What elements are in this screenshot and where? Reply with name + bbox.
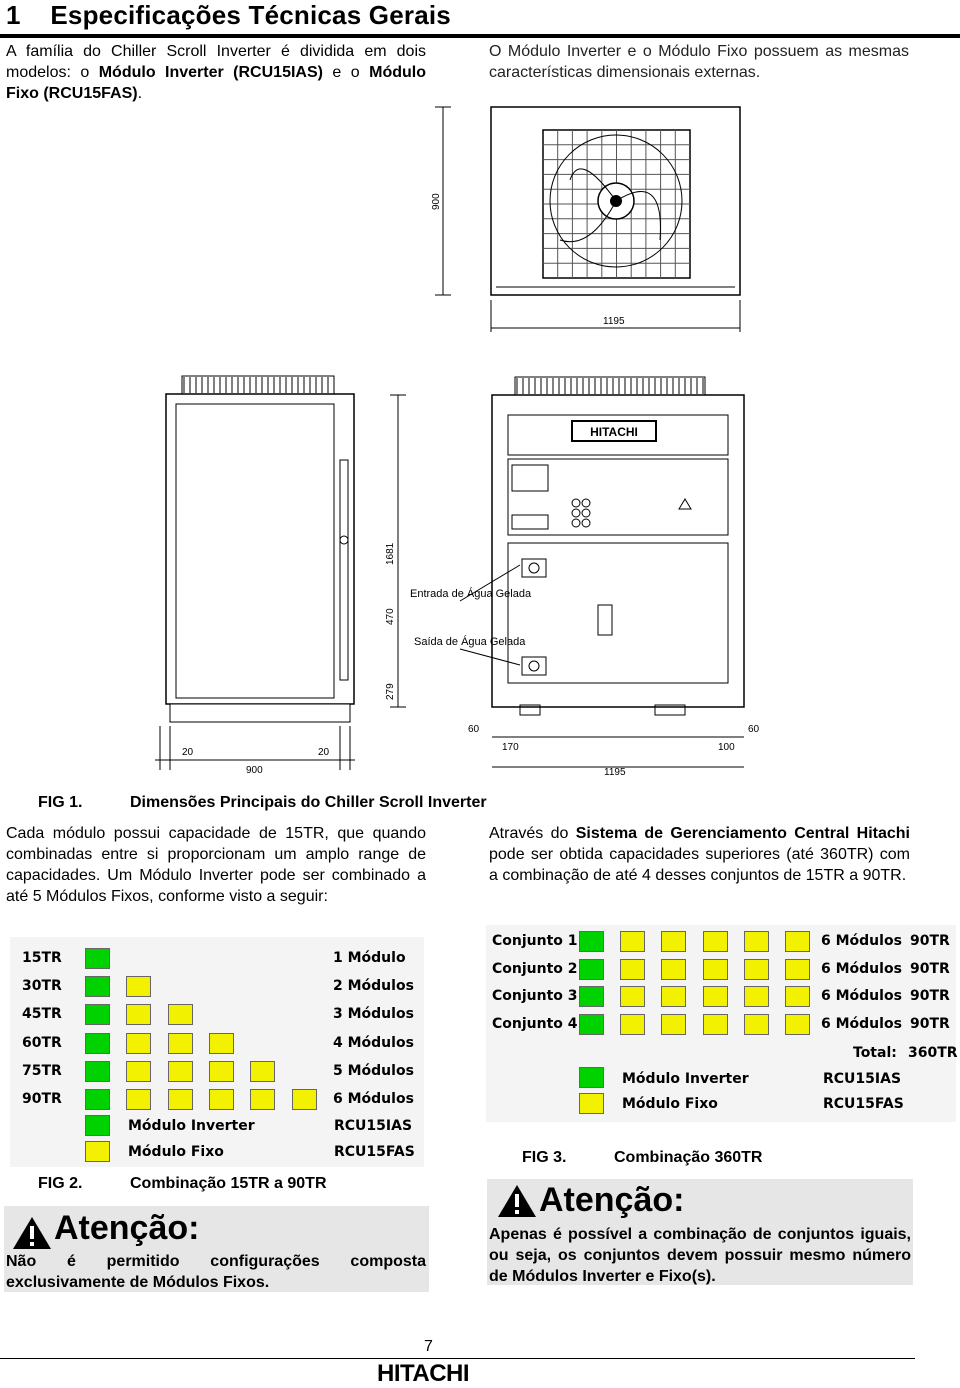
fig2-capacity-label: 15TR <box>22 950 62 966</box>
fixed-module-cell <box>250 1089 275 1110</box>
section-title <box>6 0 451 31</box>
dim-900-top: 900 <box>431 193 442 210</box>
attention-left-title: Atenção: <box>54 1209 200 1247</box>
fixed-module-cell <box>744 931 769 952</box>
fig2-module-count: 6 Módulos <box>333 1091 414 1107</box>
fig3-module-count: 6 Módulos <box>821 988 902 1004</box>
fixed-module-cell <box>209 1061 234 1082</box>
fixed-module-cell <box>126 1004 151 1025</box>
legend-inverter-swatch <box>85 1115 110 1136</box>
inverter-module-cell <box>85 1004 110 1025</box>
inverter-module-cell <box>85 1033 110 1054</box>
fig1-caption: FIG 1. Dimensões Principais do Chiller Scroll Inverter <box>38 794 487 811</box>
fixed-module-cell <box>661 1014 686 1035</box>
fig3-legend-inverter-swatch <box>579 1067 604 1088</box>
fixed-module-cell <box>126 1033 151 1054</box>
dim-470: 470 <box>385 608 396 625</box>
fig3-capacity: 90TR <box>910 988 950 1004</box>
intro-left: A família do Chiller Scroll Inverter é dividida em dois modelos: o Módulo Inverter (RCU15IAS) e o Módulo Fixo (RCU15FAS). <box>6 43 426 102</box>
warning-icon <box>497 1184 537 1218</box>
fig2-chart <box>10 937 424 1167</box>
inverter-module-cell <box>579 931 604 952</box>
title-rule <box>0 34 960 38</box>
inverter-module-cell <box>579 1014 604 1035</box>
fig3-set-name: Conjunto 3 <box>492 988 578 1004</box>
intro-right: O Módulo Inverter e o Módulo Fixo possuem as mesmas características dimensionais externas. <box>489 43 909 81</box>
fixed-module-cell <box>661 986 686 1007</box>
fig3-total-value: 360TR <box>908 1045 958 1061</box>
fixed-module-cell <box>703 1014 728 1035</box>
dim-100: 100 <box>718 742 735 753</box>
fig2-capacity-label: 45TR <box>22 1006 62 1023</box>
dim-900-side: 900 <box>246 765 263 776</box>
label-water-in: Entrada de Água Gelada <box>410 588 532 600</box>
legend-inverter-label: Módulo Inverter <box>128 1118 255 1134</box>
fig3-module-count: 6 Módulos <box>821 960 902 977</box>
fixed-module-cell <box>620 1014 645 1035</box>
fixed-module-cell <box>126 1089 151 1110</box>
fig3-total-label: Total: <box>853 1045 897 1061</box>
dim-60-right: 60 <box>748 724 760 735</box>
fixed-module-cell <box>785 986 810 1007</box>
fig3-caption: FIG 3. Combinação 360TR <box>522 1149 763 1166</box>
page-number: 7 <box>424 1338 433 1355</box>
front-brand-label: HITACHI <box>590 425 638 439</box>
inverter-module-cell <box>85 976 110 997</box>
fixed-module-cell <box>620 931 645 952</box>
body-left: Cada módulo possui capacidade de 15TR, que quando combinadas entre si proporcionam um amplo range de capacidades. Um Módulo Inverter pode ser combinado a até 5 Módulos Fixos, conforme visto a seguir: <box>6 825 426 905</box>
fig3-capacity: 90TR <box>910 933 950 949</box>
fig3-capacity: 90TR <box>910 1015 950 1032</box>
fig3-module-count: 6 Módulos <box>821 1015 902 1032</box>
fig3-set-name: Conjunto 4 <box>492 1015 578 1032</box>
fig3-module-count: 6 Módulos <box>821 933 902 949</box>
dim-279: 279 <box>385 683 396 700</box>
fig2-capacity-label: 60TR <box>22 1034 62 1051</box>
fig2-caption: FIG 2. Combinação 15TR a 90TR <box>38 1175 327 1192</box>
fig3-legend-inverter-label: Módulo Inverter <box>622 1071 749 1087</box>
fixed-module-cell <box>620 986 645 1007</box>
legend-inverter-code: RCU15IAS <box>334 1118 413 1134</box>
fig3-legend-fixed-code: RCU15FAS <box>823 1096 904 1112</box>
attention-right-box <box>487 1179 913 1285</box>
fixed-module-cell <box>661 959 686 980</box>
inverter-module-cell <box>85 1061 110 1082</box>
section-heading: Especificações Técnicas Gerais <box>50 0 451 30</box>
attention-left-box <box>4 1206 429 1292</box>
fig2-module-count: 2 Módulos <box>333 978 414 995</box>
inverter-module-cell <box>579 959 604 980</box>
footer-rule <box>0 1358 915 1359</box>
fixed-module-cell <box>168 1004 193 1025</box>
fixed-module-cell <box>168 1061 193 1082</box>
fixed-module-cell <box>661 931 686 952</box>
legend-fixed-label: Módulo Fixo <box>128 1144 224 1160</box>
warning-icon <box>12 1216 52 1250</box>
fig2-capacity-label: 75TR <box>22 1062 62 1079</box>
fixed-module-cell <box>168 1033 193 1054</box>
fig3-legend-fixed-label: Módulo Fixo <box>622 1096 718 1112</box>
fig3-set-name: Conjunto 2 <box>492 960 578 977</box>
body-right: Através do Sistema de Gerenciamento Central Hitachi pode ser obtida capacidades superiores (até 360TR) com a combinação de até 4 desses conjuntos de 15TR a 90TR. <box>489 825 910 884</box>
fixed-module-cell <box>785 931 810 952</box>
front-view-drawing <box>380 375 775 780</box>
attention-right-title: Atenção: <box>539 1181 685 1219</box>
dim-60-left: 60 <box>468 724 480 735</box>
dim-1195-front: 1195 <box>604 767 626 778</box>
dim-20-right: 20 <box>318 747 330 758</box>
fig2-capacity-label: 90TR <box>22 1091 62 1107</box>
footer-brand: HITACHI <box>377 1360 470 1387</box>
attention-right-text: Apenas é possível a combinação de conjuntos iguais, ou seja, os conjuntos devem possuir mesmo número de Módulos Inverter e Fixo(s). <box>489 1226 911 1285</box>
fixed-module-cell <box>744 959 769 980</box>
fixed-module-cell <box>209 1089 234 1110</box>
fixed-module-cell <box>292 1089 317 1110</box>
fig2-capacity-label: 30TR <box>22 978 62 995</box>
top-view-drawing <box>420 100 760 340</box>
fixed-module-cell <box>126 976 151 997</box>
dim-20-left: 20 <box>182 747 194 758</box>
attention-left-text: Não é permitido configurações composta exclusivamente de Módulos Fixos. <box>6 1253 426 1291</box>
fixed-module-cell <box>785 959 810 980</box>
fig3-legend-fixed-swatch <box>579 1093 604 1114</box>
fixed-module-cell <box>785 1014 810 1035</box>
fixed-module-cell <box>168 1089 193 1110</box>
fig2-module-count: 4 Módulos <box>333 1034 414 1051</box>
fig2-module-count: 1 Módulo <box>333 950 406 966</box>
label-water-out: Saída de Água Gelada <box>414 636 526 648</box>
fig3-chart <box>486 925 956 1122</box>
dim-1195-top: 1195 <box>603 316 625 327</box>
section-number: 1 <box>6 0 21 30</box>
fixed-module-cell <box>703 931 728 952</box>
inverter-module-cell <box>85 948 110 969</box>
fixed-module-cell <box>126 1061 151 1082</box>
fig3-capacity: 90TR <box>910 960 950 977</box>
side-view-drawing <box>150 370 410 780</box>
inverter-module-cell <box>579 986 604 1007</box>
fixed-module-cell <box>250 1061 275 1082</box>
fixed-module-cell <box>620 959 645 980</box>
dim-1681: 1681 <box>385 542 396 565</box>
legend-fixed-swatch <box>85 1141 110 1162</box>
fixed-module-cell <box>703 959 728 980</box>
legend-fixed-code: RCU15FAS <box>334 1144 415 1160</box>
fig3-legend-inverter-code: RCU15IAS <box>823 1071 902 1087</box>
fixed-module-cell <box>703 986 728 1007</box>
fixed-module-cell <box>209 1033 234 1054</box>
fig2-module-count: 3 Módulos <box>333 1006 414 1023</box>
fig3-set-name: Conjunto 1 <box>492 933 578 949</box>
fixed-module-cell <box>744 1014 769 1035</box>
inverter-module-cell <box>85 1089 110 1110</box>
fig2-module-count: 5 Módulos <box>333 1062 414 1079</box>
dim-170: 170 <box>502 742 519 753</box>
fixed-module-cell <box>744 986 769 1007</box>
